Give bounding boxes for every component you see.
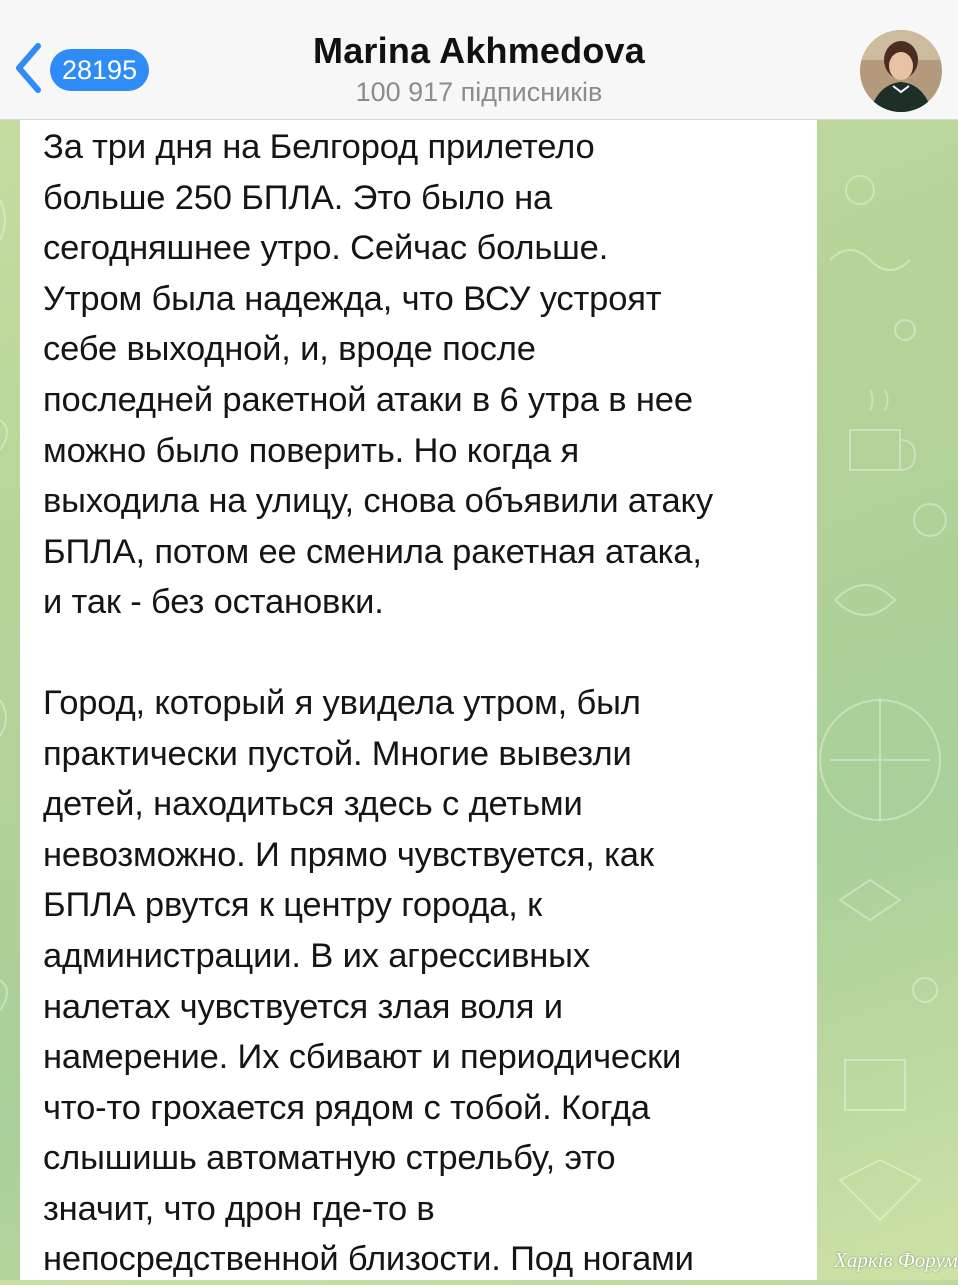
channel-avatar[interactable] <box>860 30 942 112</box>
message-bubble <box>20 120 817 1280</box>
channel-name[interactable]: Marina Akhmedova <box>313 30 645 71</box>
message-paragraph-1: За три дня на Белгород прилетело больше 250 БПЛА. Это было на сегодняшнее утро. Сейчас больше. Утром была надежда, что ВСУ устроят себе выходной, и, вроде после последней ракетной атаки в 6 утра в нее можно было поверить. Но когда я выходила на улицу, снова объявили атаку БПЛА, потом ее сменила ракетная атака, и так - без остановки. <box>43 128 713 622</box>
unread-count-badge[interactable]: 28195 <box>50 49 149 91</box>
chat-header <box>0 0 958 120</box>
message-paragraph-2: Город, который я увидела утром, был практически пустой. Многие вывезли детей, находиться здесь с детьми невозможно. И прямо чувствуется, как БПЛА рвутся к центру города, к администрации. В их агрессивных налетах чувствуется злая воля и намерение. Их сбивают и периодически что-то грохается рядом с тобой. Когда слышишь автоматную стрельбу, это значит, что дрон где-то в непосредственной близости. Под ногами <box>43 683 694 1279</box>
watermark: Харків Форум <box>834 1248 958 1272</box>
subscriber-count: 100 917 підписників <box>355 77 603 107</box>
avatar-photo-icon <box>860 30 942 112</box>
chevron-left-icon[interactable] <box>12 40 46 96</box>
